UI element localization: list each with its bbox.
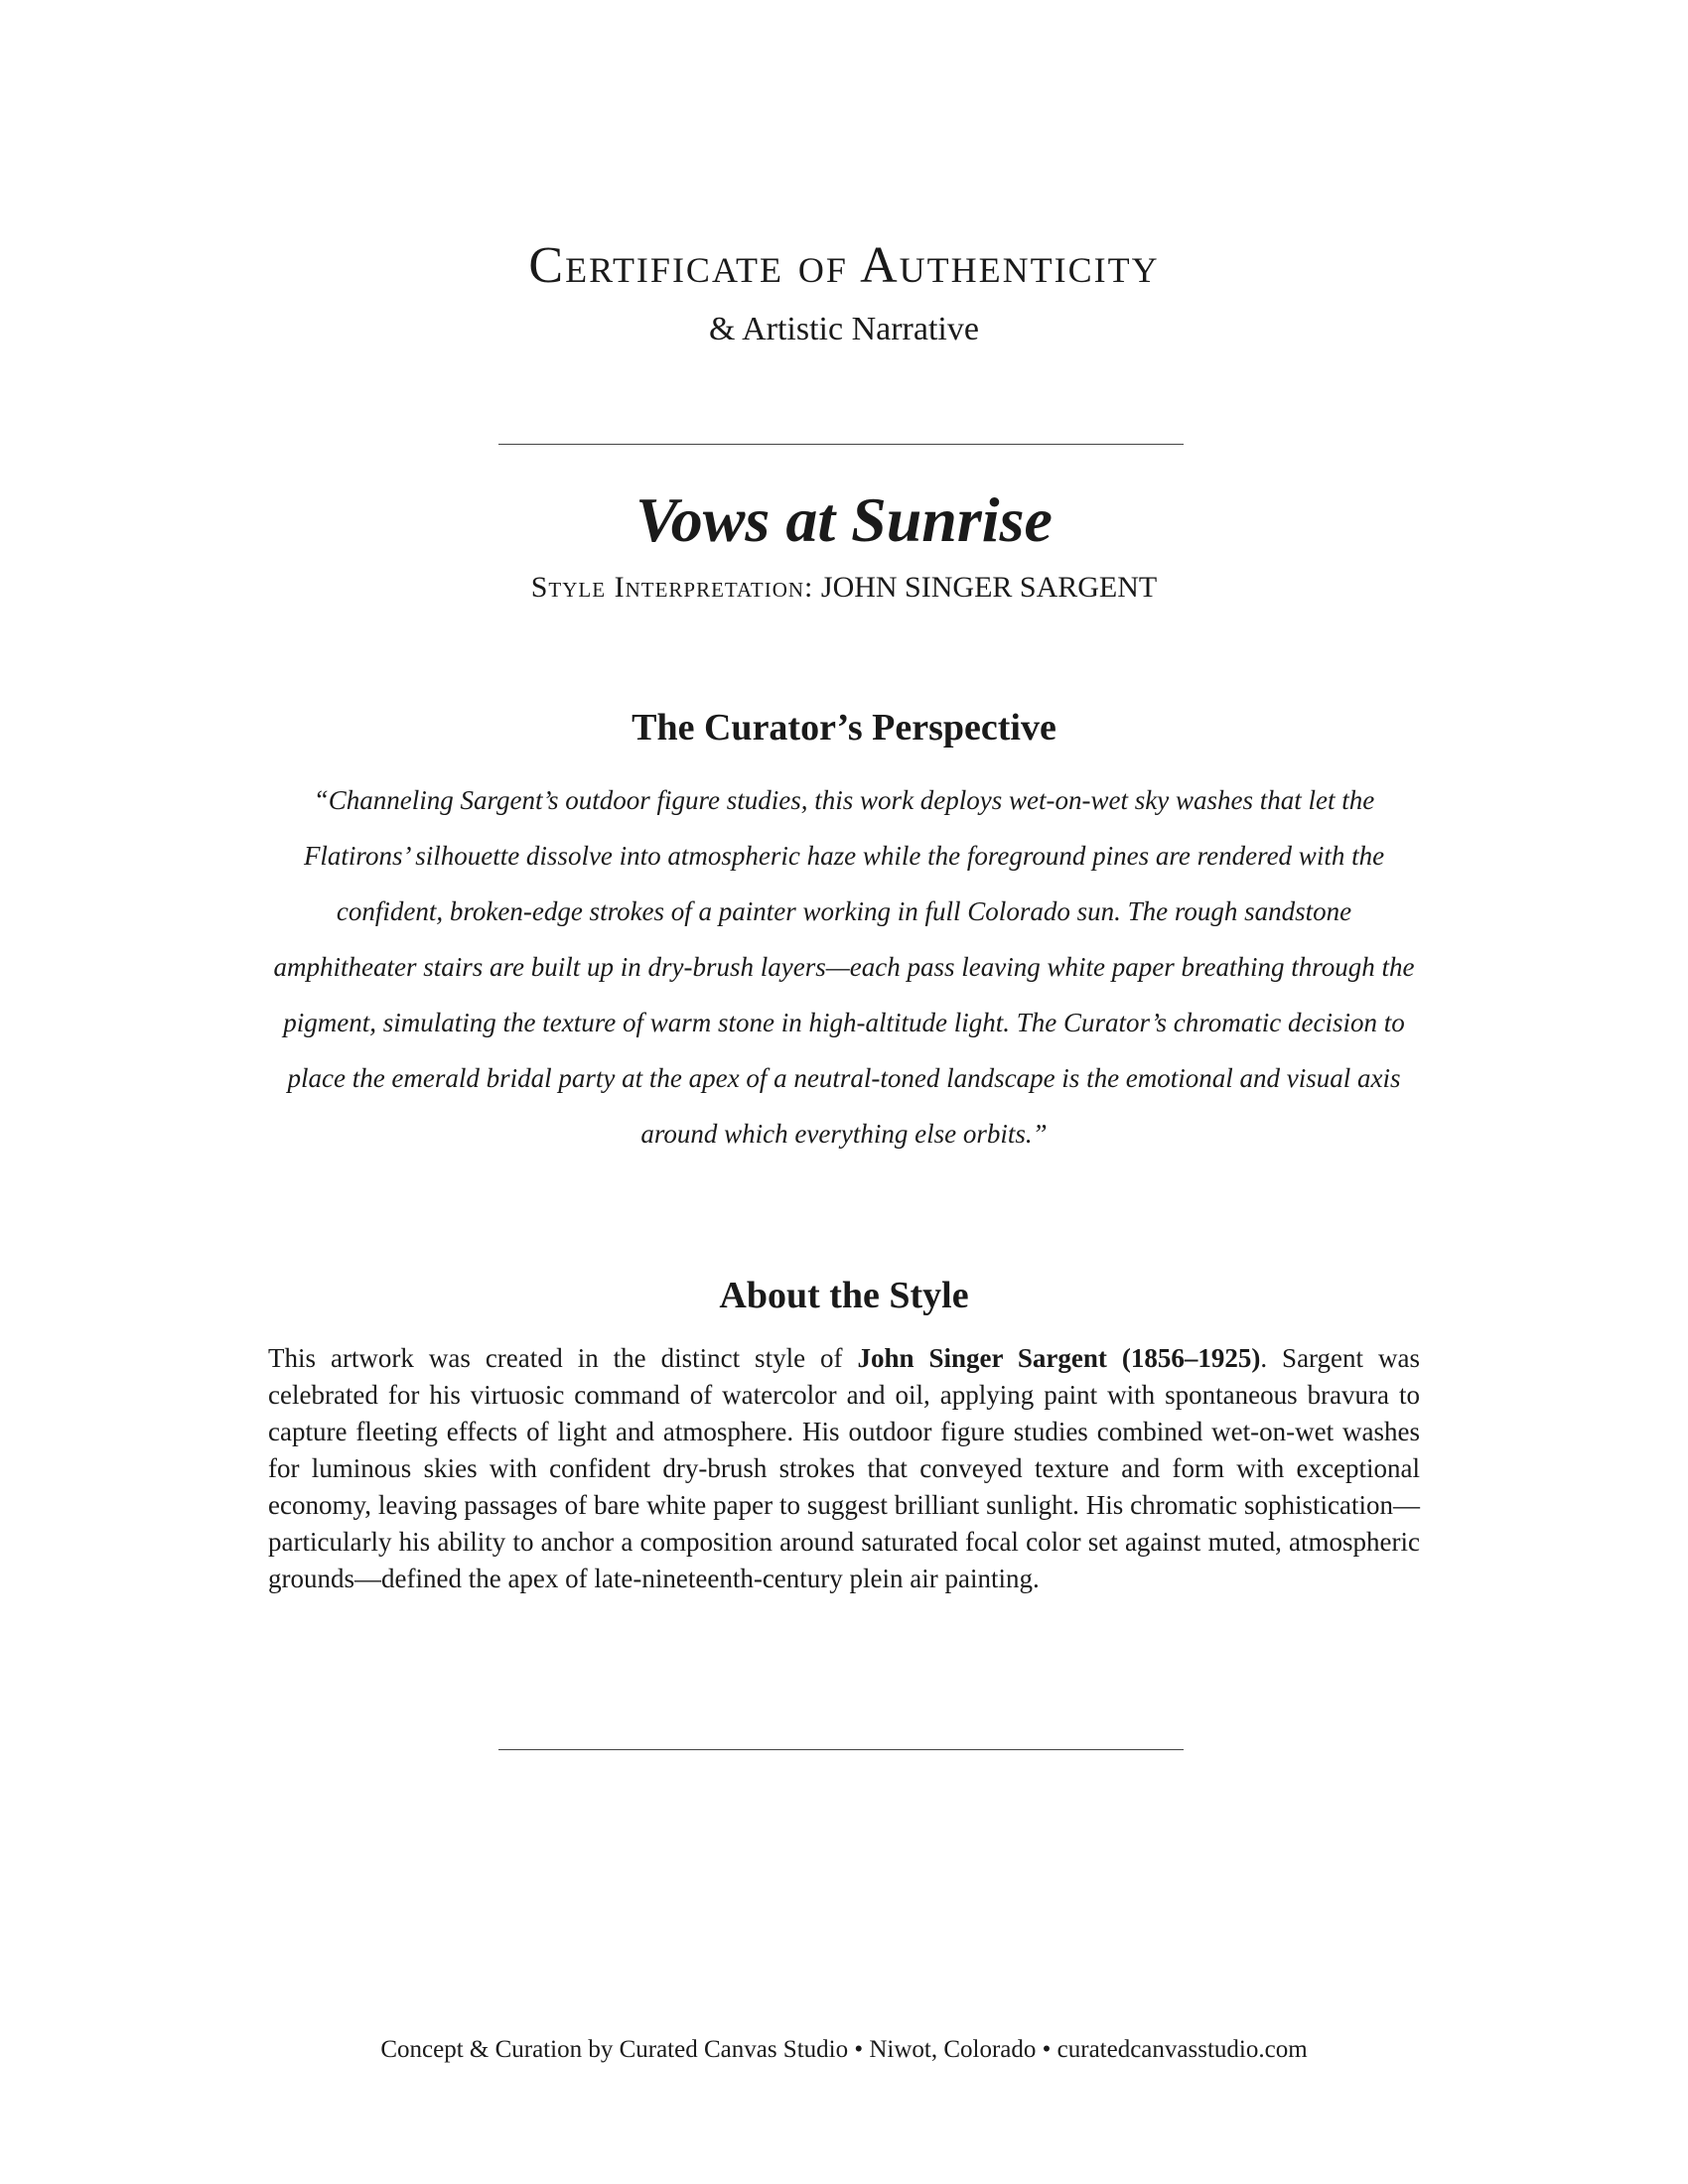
certificate-title: Certificate of Authenticity bbox=[528, 237, 1160, 294]
about-body-intro: This artwork was created in the distinct style of bbox=[268, 1343, 858, 1373]
style-interpretation bbox=[0, 570, 1688, 606]
about-heading: About the Style bbox=[719, 1275, 969, 1316]
divider-top bbox=[498, 444, 1184, 445]
certificate-header bbox=[0, 236, 1688, 349]
divider-bottom bbox=[498, 1749, 1184, 1750]
about-body-artist: John Singer Sargent (1856–1925) bbox=[857, 1343, 1261, 1373]
curator-heading: The Curator’s Perspective bbox=[632, 707, 1056, 749]
certificate-subtitle: & Artistic Narrative bbox=[709, 311, 979, 347]
about-body bbox=[268, 1340, 1420, 1597]
style-interpretation-label: Style Interpretation: bbox=[530, 571, 814, 604]
artwork-block bbox=[0, 482, 1688, 606]
about-section bbox=[268, 1273, 1420, 1597]
artwork-title: Vows at Sunrise bbox=[635, 484, 1053, 555]
curator-section bbox=[268, 705, 1420, 1161]
style-interpretation-artist: JOHN SINGER SARGENT bbox=[820, 571, 1158, 604]
about-body-rest: . Sargent was celebrated for his virtuosic command of watercolor and oil, applying paint with spontaneous bravura to capture fleeting effects of light and atmosphere. His outdoor figure studies combined wet-on-wet washes for luminous skies with confident dry-brush strokes that conveyed texture and form with exceptional economy, leaving passages of bare white paper to suggest brilliant sunlight. His chromatic sophistication—particularly his ability to anchor a composition around saturated focal color set against muted, atmospheric grounds—defined the apex of late-nineteenth-century plein air painting. bbox=[268, 1343, 1420, 1593]
curator-quote: “Channeling Sargent’s outdoor figure studies, this work deploys wet-on-wet sky washes that let the Flatirons’ silhouette dissolve into atmospheric haze while the foreground pines are rendered with the confident, broken-edge strokes of a painter working in full Colorado sun. The rough sandstone amphitheater stairs are built up in dry-brush layers—each pass leaving white paper breathing through the pigment, simulating the texture of warm stone in high-altitude light. The Curator’s chromatic decision to place the emerald bridal party at the apex of a neutral-toned landscape is the emotional and visual axis around which everything else orbits.” bbox=[273, 785, 1415, 1149]
footer-credit: Concept & Curation by Curated Canvas Studio • Niwot, Colorado • curatedcanvasstudio.com bbox=[380, 2036, 1308, 2063]
